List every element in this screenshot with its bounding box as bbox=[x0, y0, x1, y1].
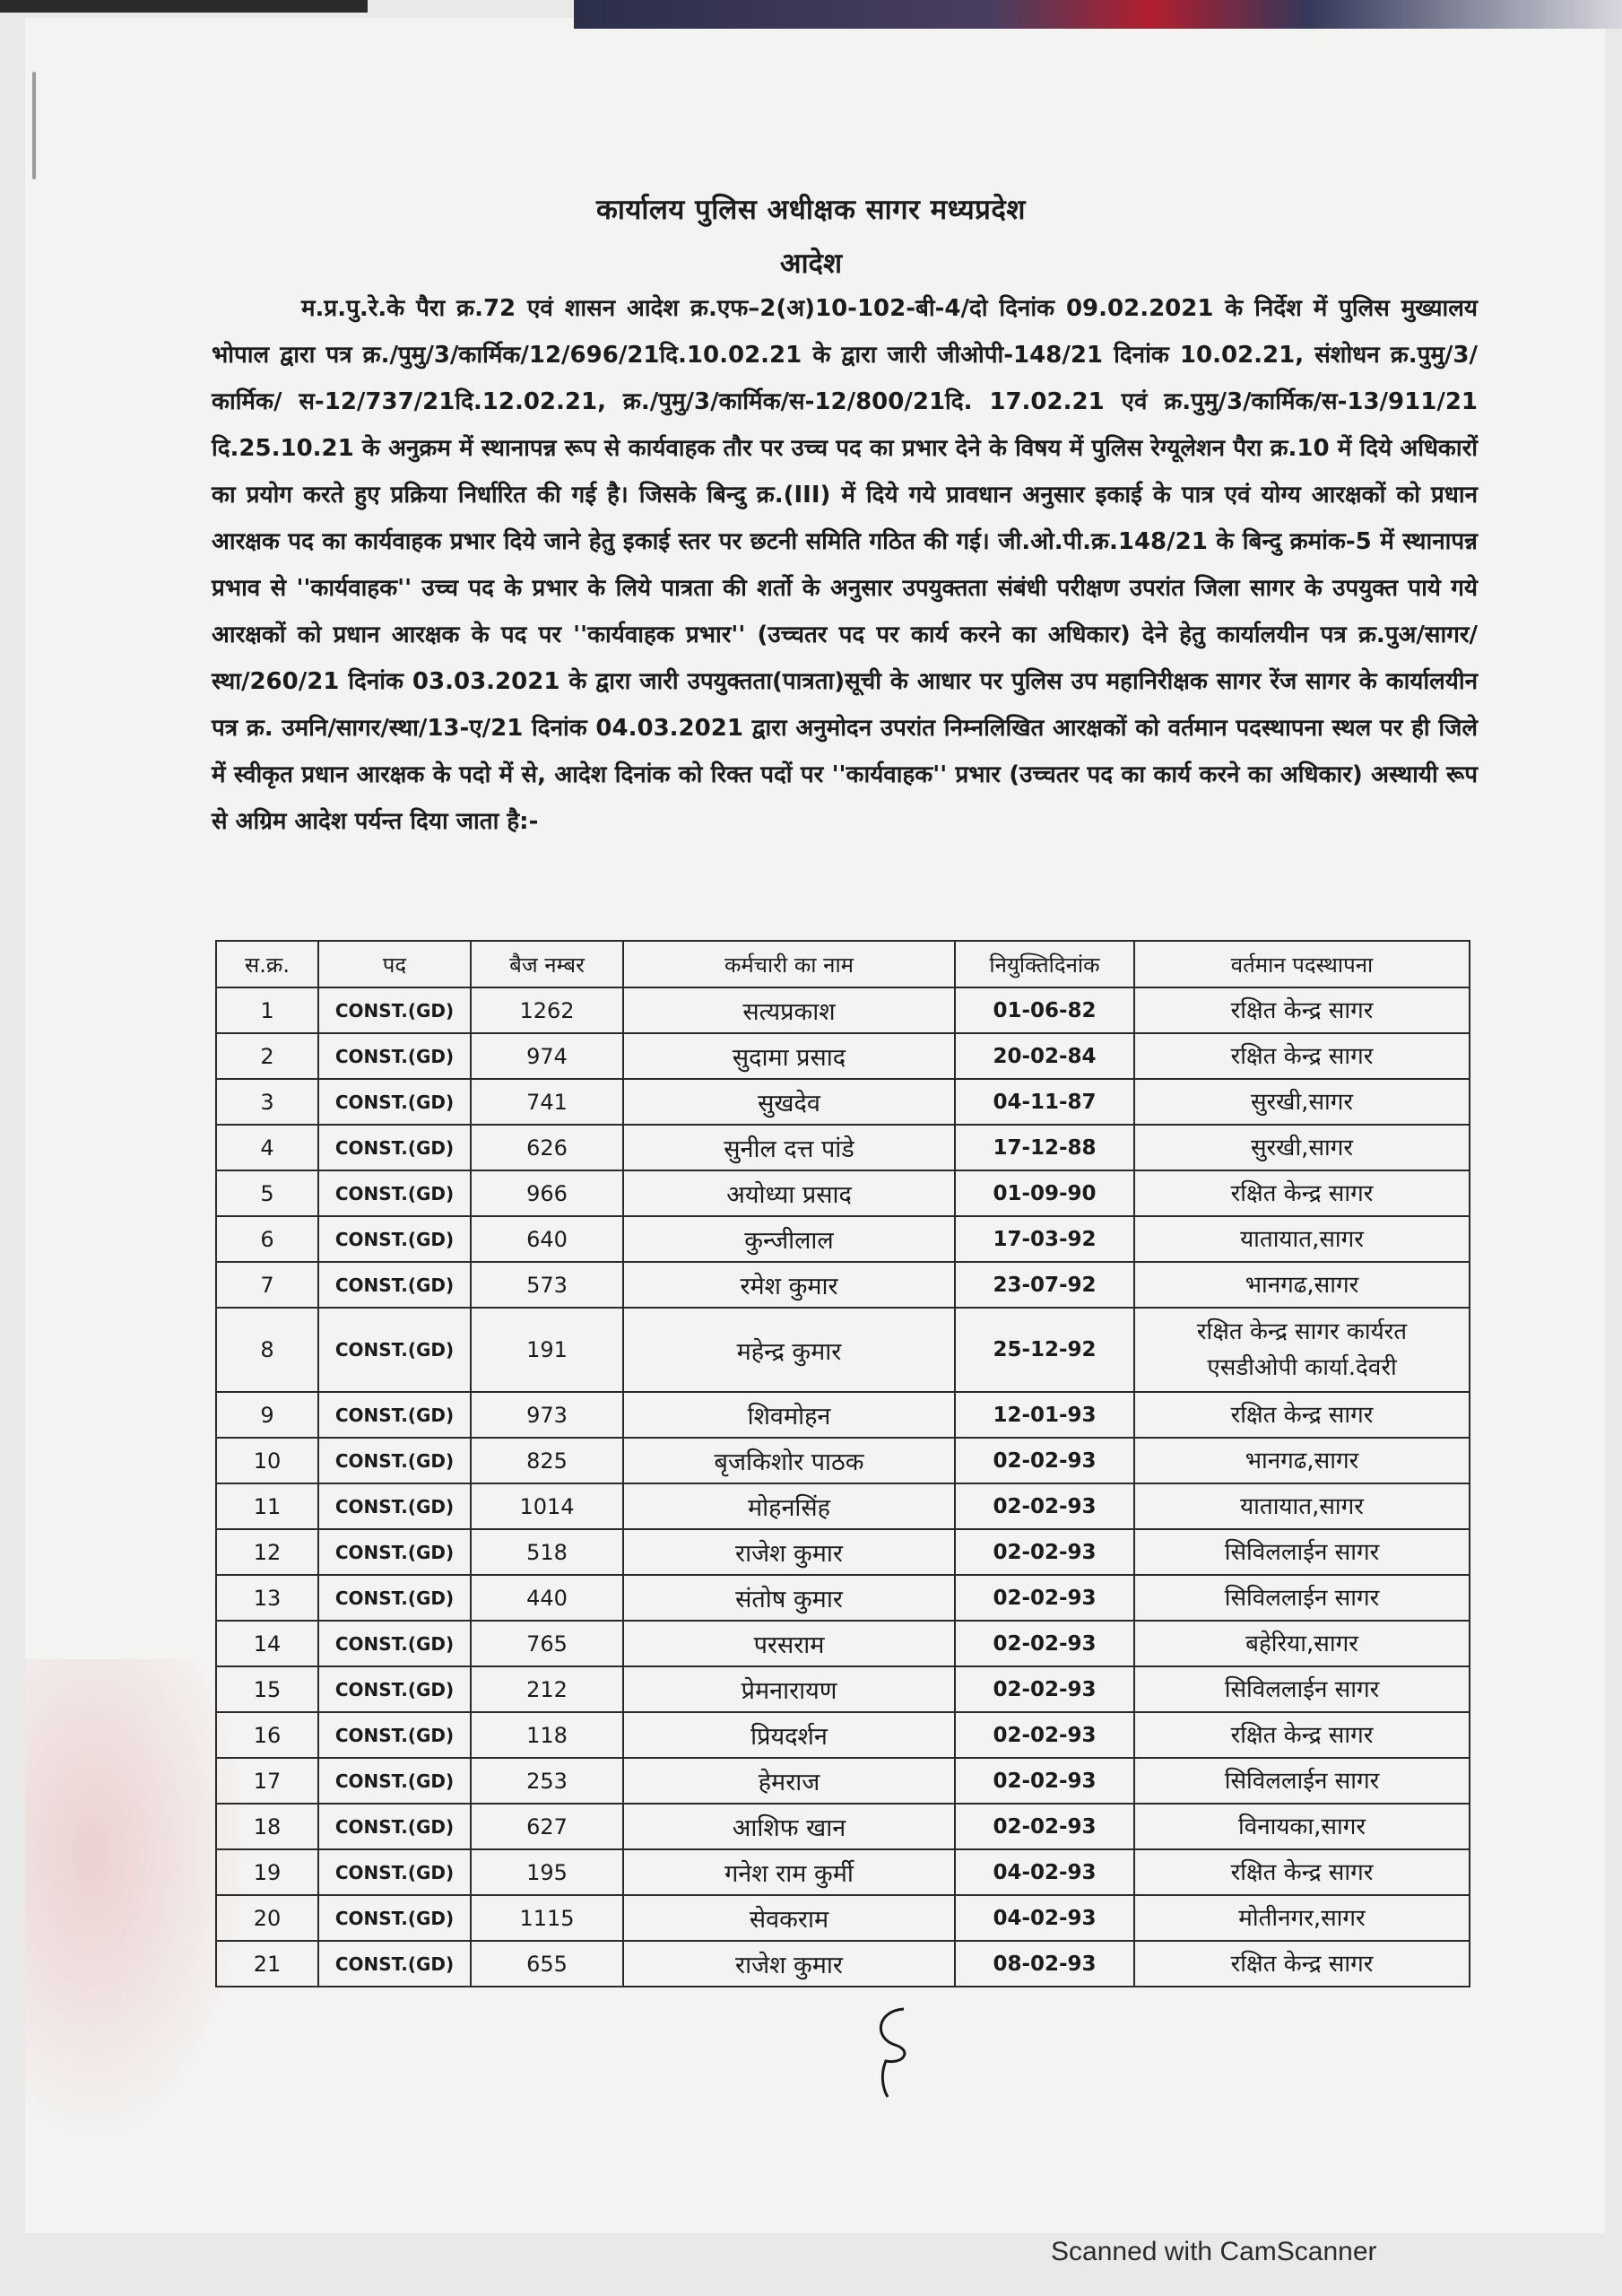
cell-name: सत्यप्रकाश bbox=[623, 987, 955, 1033]
cell-date: 02-02-93 bbox=[955, 1712, 1134, 1758]
cell-name: अयोध्या प्रसाद bbox=[623, 1170, 955, 1216]
cell-station bbox=[1134, 1308, 1470, 1392]
table-row bbox=[216, 1712, 1470, 1758]
table-row bbox=[216, 1170, 1470, 1216]
table-row bbox=[216, 1666, 1470, 1712]
cell-station: सुरखी,सागर bbox=[1134, 1079, 1470, 1125]
col-header-sno: स.क्र. bbox=[216, 941, 318, 987]
cell-badge: 1115 bbox=[471, 1895, 623, 1941]
cell-sno: 12 bbox=[216, 1529, 318, 1575]
cell-date: 17-12-88 bbox=[955, 1125, 1134, 1170]
cell-badge: 655 bbox=[471, 1941, 623, 1987]
cell-badge: 518 bbox=[471, 1529, 623, 1575]
cell-post: CONST.(GD) bbox=[318, 1666, 471, 1712]
cell-station: बहेरिया,सागर bbox=[1134, 1621, 1470, 1666]
table-row bbox=[216, 1483, 1470, 1529]
table-row bbox=[216, 1033, 1470, 1079]
cell-date: 04-11-87 bbox=[955, 1079, 1134, 1125]
table-header-row bbox=[216, 941, 1470, 987]
cell-station: रक्षित केन्द्र सागर bbox=[1134, 1941, 1470, 1987]
table-row bbox=[216, 1392, 1470, 1438]
cell-name: परसराम bbox=[623, 1621, 955, 1666]
top-edge-photo-strip bbox=[574, 0, 1622, 29]
cell-date: 17-03-92 bbox=[955, 1216, 1134, 1262]
cell-post: CONST.(GD) bbox=[318, 1712, 471, 1758]
table-row bbox=[216, 1262, 1470, 1308]
cell-badge: 627 bbox=[471, 1804, 623, 1849]
cell-date: 02-02-93 bbox=[955, 1758, 1134, 1804]
cell-name: सुनील दत्त पांडे bbox=[623, 1125, 955, 1170]
handwritten-mark bbox=[868, 2002, 922, 2100]
cell-badge: 765 bbox=[471, 1621, 623, 1666]
cell-sno: 14 bbox=[216, 1621, 318, 1666]
table-row bbox=[216, 1529, 1470, 1575]
cell-badge: 118 bbox=[471, 1712, 623, 1758]
cell-station: रक्षित केन्द्र सागर bbox=[1134, 1849, 1470, 1895]
cell-badge: 973 bbox=[471, 1392, 623, 1438]
cell-post: CONST.(GD) bbox=[318, 1941, 471, 1987]
cell-sno: 18 bbox=[216, 1804, 318, 1849]
cell-badge: 212 bbox=[471, 1666, 623, 1712]
cell-badge: 253 bbox=[471, 1758, 623, 1804]
col-header-date: नियुक्तिदिनांक bbox=[955, 941, 1134, 987]
cell-badge: 191 bbox=[471, 1308, 623, 1392]
cell-name: संतोष कुमार bbox=[623, 1575, 955, 1621]
cell-name: कुन्जीलाल bbox=[623, 1216, 955, 1262]
table-row bbox=[216, 1895, 1470, 1941]
cell-name: सुखदेव bbox=[623, 1079, 955, 1125]
cell-badge: 966 bbox=[471, 1170, 623, 1216]
cell-name: आशिफ खान bbox=[623, 1804, 955, 1849]
cell-sno: 2 bbox=[216, 1033, 318, 1079]
table-row bbox=[216, 1804, 1470, 1849]
table-row bbox=[216, 987, 1470, 1033]
cell-sno: 3 bbox=[216, 1079, 318, 1125]
cell-sno: 15 bbox=[216, 1666, 318, 1712]
cell-station: यातायात,सागर bbox=[1134, 1483, 1470, 1529]
cell-date: 25-12-92 bbox=[955, 1308, 1134, 1392]
cell-station: भानगढ,सागर bbox=[1134, 1438, 1470, 1483]
table-row bbox=[216, 1216, 1470, 1262]
cell-name: प्रियदर्शन bbox=[623, 1712, 955, 1758]
cell-post: CONST.(GD) bbox=[318, 1621, 471, 1666]
cell-name: सेवकराम bbox=[623, 1895, 955, 1941]
cell-post: CONST.(GD) bbox=[318, 1895, 471, 1941]
cell-date: 08-02-93 bbox=[955, 1941, 1134, 1987]
cell-date: 02-02-93 bbox=[955, 1621, 1134, 1666]
cell-name: सुदामा प्रसाद bbox=[623, 1033, 955, 1079]
cell-sno: 5 bbox=[216, 1170, 318, 1216]
cell-badge: 825 bbox=[471, 1438, 623, 1483]
cell-sno: 17 bbox=[216, 1758, 318, 1804]
col-header-station: वर्तमान पदस्थापना bbox=[1134, 941, 1470, 987]
cell-sno: 4 bbox=[216, 1125, 318, 1170]
scanner-watermark: Scanned with CamScanner bbox=[1051, 2237, 1377, 2266]
cell-date: 01-09-90 bbox=[955, 1170, 1134, 1216]
cell-name: मोहनसिंह bbox=[623, 1483, 955, 1529]
cell-badge: 626 bbox=[471, 1125, 623, 1170]
cell-post: CONST.(GD) bbox=[318, 1308, 471, 1392]
table-row bbox=[216, 1575, 1470, 1621]
cell-station-line: रक्षित केन्द्र सागर कार्यरत bbox=[1196, 1318, 1408, 1345]
table-row bbox=[216, 1758, 1470, 1804]
cell-post: CONST.(GD) bbox=[318, 1079, 471, 1125]
order-paragraph: म.प्र.पु.रे.के पैरा क्र.72 एवं शासन आदेश क्र.एफ–2(अ)10-102-बी-4/दो दिनांक 09.02.2021 के निर्देश में पुलिस मुख्यालय भोपाल द्वारा पत्र क्र./पुमु/3/कार्मिक/12/696/21दि.10.02.21 के द्वारा जारी जीओपी-148/21 दिनांक 10.02.21, संशोधन क्र.पुमु/3/ कार्मिक/ स-12/737/21दि.12.02.21, क्र./पुमु/3/कार्मिक/स-12/800/21दि. 17.02.21 एवं क्र.पुमु/3/कार्मिक/स-13/911/21 दि.25.10.21 के अनुक्रम में स्थानापन्न रूप से कार्यवाहक तौर पर उच्च पद का प्रभार देने के विषय में पुलिस रेग्यूलेशन पैरा क्र.10 में दिये अधिकारों का प्रयोग करते हुए प्रक्रिया निर्धारित की गई है। जिसके बिन्दु क्र.(III) में दिये गये प्रावधान अनुसार इकाई के पात्र एवं योग्य आरक्षकों को प्रधान आरक्षक पद का कार्यवाहक प्रभार दिये जाने हेतु इकाई स्तर पर छटनी समिति गठित की गई। जी.ओ.पी.क्र.148/21 के बिन्दु क्रमांक-5 में स्थानापन्न प्रभाव से ''कार्यवाहक'' उच्च पद के प्रभार के लिये पात्रता की शर्तो के अनुसार उपयुक्तता संबंधी परीक्षण उपरांत जिला सागर के उपयुक्त पाये गये आरक्षकों को प्रधान आरक्षक के पद पर ''कार्यवाहक प्रभार'' (उच्चतर पद पर कार्य करने का अधिकार) देने हेतु कार्यालयीन पत्र क्र.पुअ/सागर/स्था/260/21 दिनांक 03.03.2021 के द्वारा जारी उपयुक्तता(पात्रता)सूची के आधार पर पुलिस उप महानिरीक्षक सागर रेंज सागर के कार्यालयीन पत्र क्र. उमनि/सागर/स्था/13-ए/21 दिनांक 04.03.2021 द्वारा अनुमोदन उपरांत निम्नलिखित आरक्षकों को वर्तमान पदस्थापना स्थल पर ही जिले में स्वीकृत प्रधान आरक्षक के पदो में से, आदेश दिनांक को रिक्त पदों पर ''कार्यवाहक'' प्रभार (उच्चतर पद का कार्य करने का अधिकार) अस्थायी रूप से अग्रिम आदेश पर्यन्त दिया जाता है:- bbox=[212, 295, 1478, 835]
cell-post: CONST.(GD) bbox=[318, 1033, 471, 1079]
cell-date: 04-02-93 bbox=[955, 1849, 1134, 1895]
cell-name: प्रेमनारायण bbox=[623, 1666, 955, 1712]
cell-badge: 974 bbox=[471, 1033, 623, 1079]
cell-station: सिविललाईन सागर bbox=[1134, 1758, 1470, 1804]
cell-station: रक्षित केन्द्र सागर bbox=[1134, 1033, 1470, 1079]
cell-post: CONST.(GD) bbox=[318, 1758, 471, 1804]
cell-name: गनेश राम कुर्मी bbox=[623, 1849, 955, 1895]
cell-sno: 9 bbox=[216, 1392, 318, 1438]
cell-name: महेन्द्र कुमार bbox=[623, 1308, 955, 1392]
cell-name: रमेश कुमार bbox=[623, 1262, 955, 1308]
cell-post: CONST.(GD) bbox=[318, 1804, 471, 1849]
cell-station-line: एसडीओपी कार्या.देवरी bbox=[1207, 1354, 1397, 1381]
margin-mark bbox=[32, 72, 36, 179]
cell-date: 02-02-93 bbox=[955, 1575, 1134, 1621]
cell-sno: 8 bbox=[216, 1308, 318, 1392]
cell-station: मोतीनगर,सागर bbox=[1134, 1895, 1470, 1941]
table-row bbox=[216, 1621, 1470, 1666]
cell-date: 20-02-84 bbox=[955, 1033, 1134, 1079]
cell-badge: 440 bbox=[471, 1575, 623, 1621]
cell-name: राजेश कुमार bbox=[623, 1941, 955, 1987]
cell-post: CONST.(GD) bbox=[318, 1216, 471, 1262]
cell-sno: 11 bbox=[216, 1483, 318, 1529]
cell-post: CONST.(GD) bbox=[318, 1575, 471, 1621]
cell-station: सिविललाईन सागर bbox=[1134, 1666, 1470, 1712]
cell-sno: 10 bbox=[216, 1438, 318, 1483]
cell-station: रक्षित केन्द्र सागर bbox=[1134, 1392, 1470, 1438]
col-header-name: कर्मचारी का नाम bbox=[623, 941, 955, 987]
office-title: कार्यालय पुलिस अधीक्षक सागर मध्यप्रदेश bbox=[596, 194, 1026, 226]
cell-sno: 19 bbox=[216, 1849, 318, 1895]
cell-badge: 1262 bbox=[471, 987, 623, 1033]
col-header-post: पद bbox=[318, 941, 471, 987]
cell-station: यातायात,सागर bbox=[1134, 1216, 1470, 1262]
cell-date: 02-02-93 bbox=[955, 1804, 1134, 1849]
cell-date: 01-06-82 bbox=[955, 987, 1134, 1033]
cell-sno: 7 bbox=[216, 1262, 318, 1308]
cell-date: 23-07-92 bbox=[955, 1262, 1134, 1308]
cell-date: 12-01-93 bbox=[955, 1392, 1134, 1438]
table-row bbox=[216, 1941, 1470, 1987]
cell-station: सिविललाईन सागर bbox=[1134, 1529, 1470, 1575]
cell-sno: 21 bbox=[216, 1941, 318, 1987]
cell-station: रक्षित केन्द्र सागर bbox=[1134, 1170, 1470, 1216]
order-heading: आदेश bbox=[779, 248, 843, 280]
cell-name: हेमराज bbox=[623, 1758, 955, 1804]
staff-table-grid bbox=[215, 940, 1470, 1987]
top-edge-dark-strip bbox=[0, 0, 368, 13]
table-body bbox=[216, 987, 1470, 1987]
cell-post: CONST.(GD) bbox=[318, 987, 471, 1033]
cell-date: 02-02-93 bbox=[955, 1529, 1134, 1575]
table-row bbox=[216, 1849, 1470, 1895]
cell-post: CONST.(GD) bbox=[318, 1262, 471, 1308]
table-row bbox=[216, 1308, 1470, 1392]
cell-badge: 741 bbox=[471, 1079, 623, 1125]
cell-post: CONST.(GD) bbox=[318, 1529, 471, 1575]
cell-post: CONST.(GD) bbox=[318, 1170, 471, 1216]
staff-table bbox=[215, 940, 1470, 1987]
cell-date: 02-02-93 bbox=[955, 1438, 1134, 1483]
cell-station: रक्षित केन्द्र सागर bbox=[1134, 1712, 1470, 1758]
table-row bbox=[216, 1125, 1470, 1170]
cell-station: भानगढ,सागर bbox=[1134, 1262, 1470, 1308]
cell-post: CONST.(GD) bbox=[318, 1125, 471, 1170]
cell-station: विनायका,सागर bbox=[1134, 1804, 1470, 1849]
cell-post: CONST.(GD) bbox=[318, 1392, 471, 1438]
col-header-badge: बैज नम्बर bbox=[471, 941, 623, 987]
cell-post: CONST.(GD) bbox=[318, 1483, 471, 1529]
cell-name: राजेश कुमार bbox=[623, 1529, 955, 1575]
cell-name: शिवमोहन bbox=[623, 1392, 955, 1438]
cell-station: सुरखी,सागर bbox=[1134, 1125, 1470, 1170]
cell-badge: 1014 bbox=[471, 1483, 623, 1529]
cell-date: 04-02-93 bbox=[955, 1895, 1134, 1941]
cell-badge: 573 bbox=[471, 1262, 623, 1308]
cell-post: CONST.(GD) bbox=[318, 1849, 471, 1895]
cell-sno: 1 bbox=[216, 987, 318, 1033]
cell-badge: 195 bbox=[471, 1849, 623, 1895]
cell-name: बृजकिशोर पाठक bbox=[623, 1438, 955, 1483]
cell-sno: 6 bbox=[216, 1216, 318, 1262]
cell-sno: 13 bbox=[216, 1575, 318, 1621]
cell-post: CONST.(GD) bbox=[318, 1438, 471, 1483]
cell-station: रक्षित केन्द्र सागर bbox=[1134, 987, 1470, 1033]
cell-sno: 16 bbox=[216, 1712, 318, 1758]
cell-station: सिविललाईन सागर bbox=[1134, 1575, 1470, 1621]
table-row bbox=[216, 1079, 1470, 1125]
cell-sno: 20 bbox=[216, 1895, 318, 1941]
cell-badge: 640 bbox=[471, 1216, 623, 1262]
cell-date: 02-02-93 bbox=[955, 1483, 1134, 1529]
table-row bbox=[216, 1438, 1470, 1483]
cell-date: 02-02-93 bbox=[955, 1666, 1134, 1712]
